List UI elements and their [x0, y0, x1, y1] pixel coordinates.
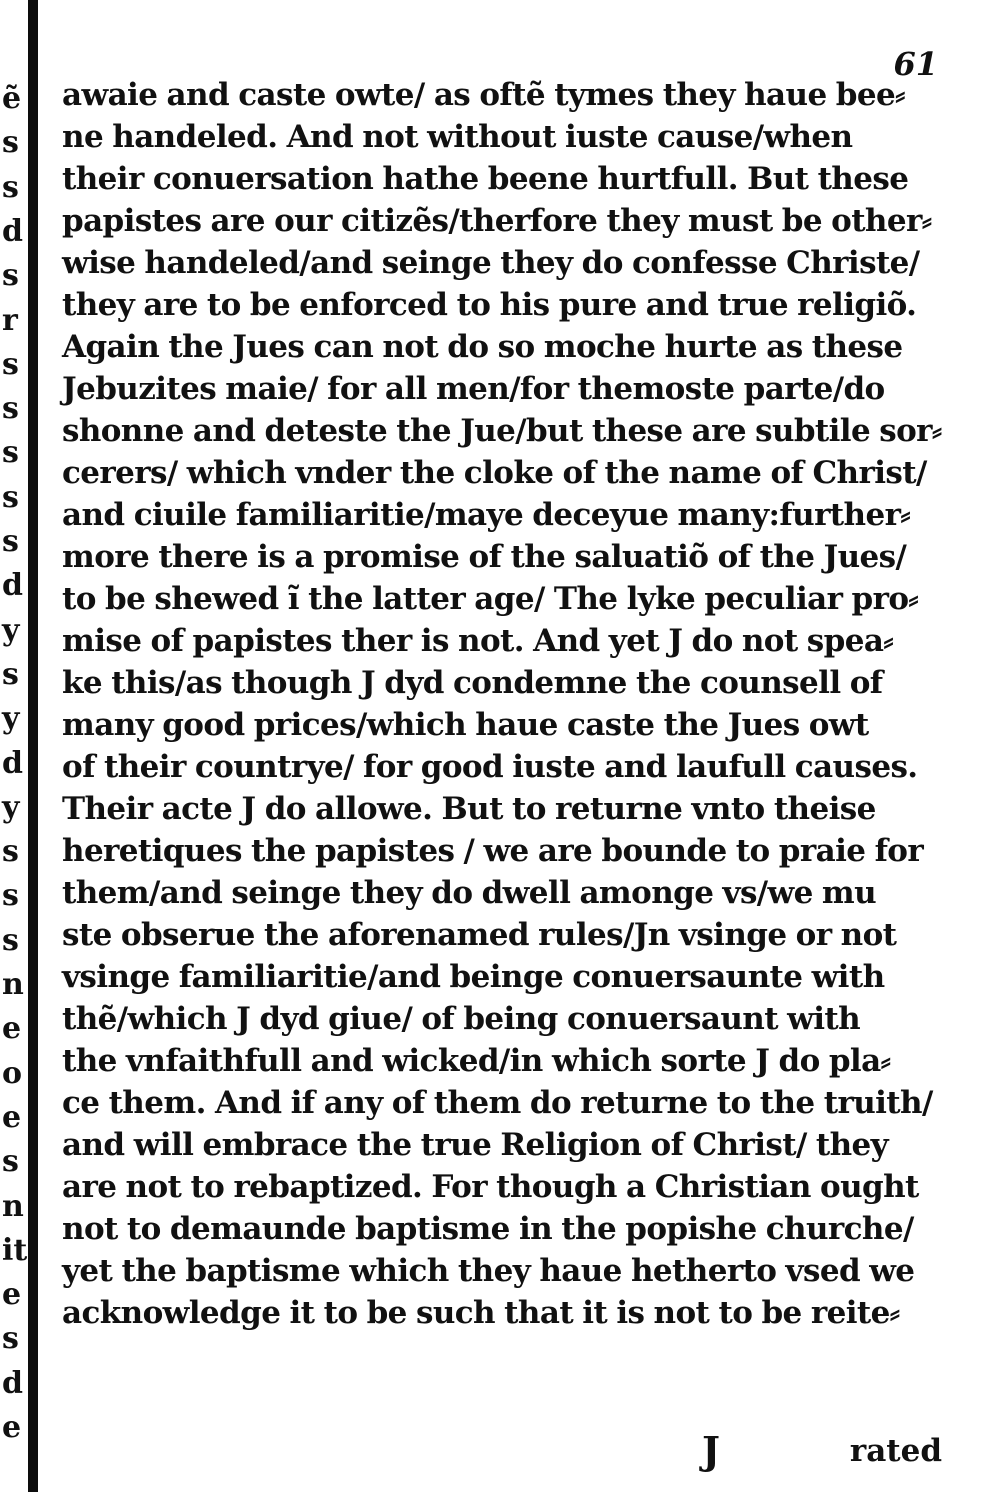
text-line: ke this/as though J dyd condemne the counsell of: [62, 665, 883, 701]
text-line: Again the Jues can not do so moche hurte as these: [62, 329, 903, 365]
facing-page-fragment: s: [2, 834, 19, 870]
text-line: wise handeled/and seinge they do confesse Christe/: [62, 245, 920, 281]
facing-page-fragment: d: [2, 213, 23, 249]
text-line: and ciuile familiaritie/maye deceyue many:further⸗: [62, 497, 911, 533]
text-line: many good prices/which haue caste the Jues owt: [62, 707, 869, 743]
facing-page-fragment: o: [2, 1055, 23, 1091]
text-line: are not to rebaptized. For though a Christian ought: [62, 1169, 919, 1205]
facing-page-fragment: ẽ: [2, 81, 22, 116]
facing-page-fragment: y: [2, 789, 20, 825]
facing-page-fragment: s: [2, 1321, 19, 1357]
facing-page-fragment: d: [2, 745, 23, 781]
signature-mark: J: [702, 1428, 720, 1473]
text-line: ne handeled. And not without iuste cause/when: [62, 119, 853, 155]
text-line: not to demaunde baptisme in the popishe churche/: [62, 1211, 914, 1247]
facing-page-fragment: y: [2, 612, 20, 648]
page-footer: [62, 1428, 942, 1474]
facing-page-fragment: s: [2, 922, 19, 958]
facing-page-fragment: n: [2, 1188, 24, 1224]
text-line: ste obserue the aforenamed rules/Jn vsinge or not: [62, 917, 897, 953]
facing-page-fragment: e: [2, 1099, 22, 1135]
text-line: vsinge familiaritie/and beinge conuersaunte with: [62, 959, 885, 995]
facing-page-fragment: it: [2, 1232, 28, 1268]
facing-page-fragment: e: [2, 1011, 22, 1047]
text-line: mise of papistes ther is not. And yet J do not spea⸗: [62, 623, 894, 659]
text-line: shonne and deteste the Jue/but these are subtile sor⸗: [62, 413, 942, 449]
facing-page-fragment: e: [2, 1277, 22, 1313]
text-line: more there is a promise of the saluatiõ of the Jues/: [62, 539, 907, 575]
facing-page-fragment: s: [2, 346, 19, 382]
facing-page-fragment: s: [2, 391, 19, 427]
text-line: their conuersation hathe beene hurtfull. But these: [62, 161, 909, 197]
text-line: of their countrye/ for good iuste and laufull causes.: [62, 749, 918, 785]
facing-page-fragment: s: [2, 1144, 19, 1180]
facing-page-fragment: y: [2, 701, 20, 737]
text-line: the vnfaithfull and wicked/in which sorte J do pla⸗: [62, 1043, 891, 1079]
text-line: yet the baptisme which they haue hetherto vsed we: [62, 1253, 915, 1289]
binding-rule: [28, 0, 38, 1492]
facing-page-fragment: e: [2, 1410, 22, 1445]
facing-page-fragment: s: [2, 479, 19, 515]
text-line: Jebuzites maie/ for all men/for themoste parte/do: [62, 371, 885, 407]
text-line: cerers/ which vnder the cloke of the name of Christ/: [62, 455, 927, 491]
text-line: acknowledge it to be such that it is not to be reite⸗: [62, 1295, 900, 1331]
facing-page-edge: [0, 0, 28, 1492]
text-line: to be shewed ĩ the latter age/ The lyke peculiar pro⸗: [62, 581, 919, 617]
facing-page-fragment: s: [2, 258, 19, 294]
facing-page-fragment: s: [2, 524, 19, 559]
text-line: them/and seinge they do dwell amonge vs/we mu: [62, 875, 877, 911]
text-line: papistes are our citizẽs/therfore they must be other⸗: [62, 203, 932, 239]
facing-page-fragment: r: [2, 302, 18, 338]
text-line: ce them. And if any of them do returne to the truith/: [62, 1085, 933, 1121]
facing-page-fragment: n: [2, 967, 24, 1002]
facing-page-fragment: d: [2, 1365, 23, 1401]
facing-page-fragment: s: [2, 169, 19, 205]
text-line: thẽ/which J dyd giue/ of being conuersaunt with: [62, 1001, 861, 1037]
body-text: [62, 74, 942, 1334]
text-line: they are to be enforced to his pure and true religiõ.: [62, 287, 917, 323]
facing-page-fragment: s: [2, 125, 19, 161]
facing-page-fragment: s: [2, 656, 19, 692]
text-line: heretiques the papistes / we are bounde to praie for: [62, 833, 924, 869]
text-line: Their acte J do allowe. But to returne vnto theise: [62, 791, 876, 827]
text-line: awaie and caste owte/ as oftẽ tymes they haue bee⸗: [62, 77, 905, 113]
catchword: rated: [849, 1433, 942, 1469]
folio-number: 61: [893, 45, 938, 83]
facing-page-fragment: s: [2, 878, 19, 914]
text-line: and will embrace the true Religion of Christ/ they: [62, 1127, 889, 1163]
facing-page-fragment: s: [2, 435, 19, 471]
facing-page-fragment: d: [2, 568, 23, 604]
